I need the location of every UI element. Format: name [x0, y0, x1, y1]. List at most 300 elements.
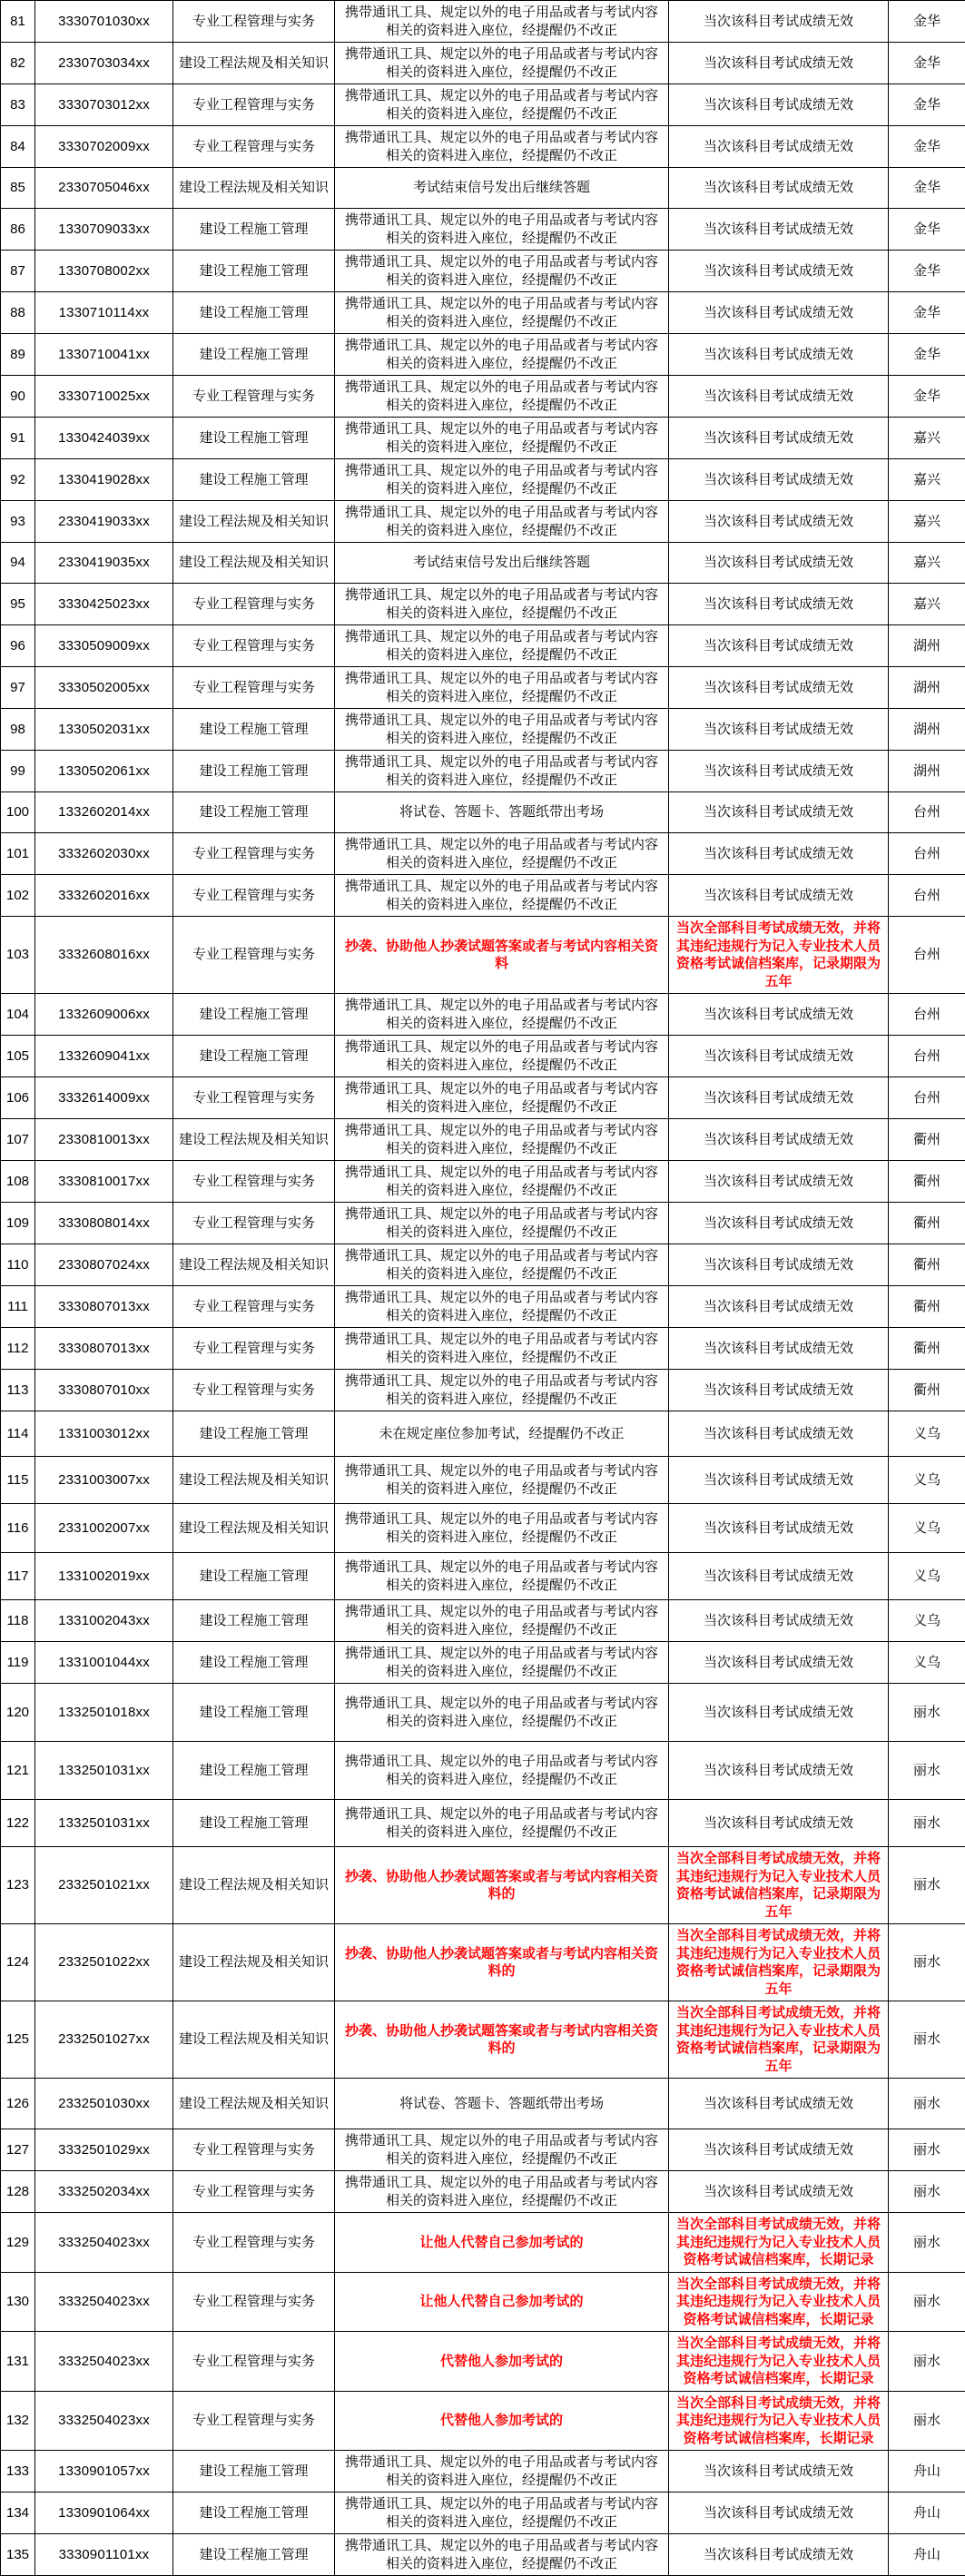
violation-cell: 携带通讯工具、规定以外的电子用品或者与考试内容相关的资料进入座位，经提醒仍不改正 — [335, 2171, 669, 2213]
city-cell: 衢州 — [889, 1203, 965, 1244]
row-number-cell: 81 — [1, 1, 35, 43]
penalty-cell: 当次该科目考试成绩无效 — [669, 2492, 889, 2534]
subject-cell: 建设工程法规及相关知识 — [173, 1244, 335, 1286]
subject-cell: 建设工程施工管理 — [173, 1800, 335, 1847]
city-cell: 义乌 — [889, 1600, 965, 1642]
table-row — [1, 251, 965, 292]
penalty-cell: 当次全部科目考试成绩无效，并将其违纪违规行为记入专业技术人员资格考试诚信档案库，记录期限为五年 — [669, 1924, 889, 2001]
table-row — [1, 1600, 965, 1642]
row-number-cell: 98 — [1, 709, 35, 751]
table-row — [1, 1742, 965, 1800]
city-cell: 衢州 — [889, 1286, 965, 1328]
row-number-cell: 90 — [1, 376, 35, 418]
table-row — [1, 1684, 965, 1742]
candidate-id-cell: 1332501018xx — [35, 1684, 173, 1742]
subject-cell: 专业工程管理与实务 — [173, 2272, 335, 2332]
candidate-id-cell: 1331002043xx — [35, 1600, 173, 1642]
violation-cell: 携带通讯工具、规定以外的电子用品或者与考试内容相关的资料进入座位，经提醒仍不改正 — [335, 2451, 669, 2492]
row-number-cell: 135 — [1, 2534, 35, 2576]
table-row — [1, 1328, 965, 1370]
city-cell: 嘉兴 — [889, 418, 965, 459]
candidate-id-cell: 3332608016xx — [35, 917, 173, 994]
table-row — [1, 792, 965, 833]
candidate-id-cell: 3330807010xx — [35, 1370, 173, 1411]
table-row — [1, 751, 965, 792]
candidate-id-cell: 1332609041xx — [35, 1036, 173, 1077]
violation-cell: 携带通讯工具、规定以外的电子用品或者与考试内容相关的资料进入座位，经提醒仍不改正 — [335, 1286, 669, 1328]
table-row — [1, 2213, 965, 2273]
row-number-cell: 103 — [1, 917, 35, 994]
candidate-id-cell: 3330703012xx — [35, 84, 173, 126]
city-cell: 舟山 — [889, 2534, 965, 2576]
candidate-id-cell: 1330710041xx — [35, 334, 173, 376]
violation-cell: 携带通讯工具、规定以外的电子用品或者与考试内容相关的资料进入座位，经提醒仍不改正 — [335, 1800, 669, 1847]
subject-cell: 建设工程法规及相关知识 — [173, 1119, 335, 1161]
penalty-cell: 当次该科目考试成绩无效 — [669, 1370, 889, 1411]
subject-cell: 建设工程施工管理 — [173, 251, 335, 292]
table-row — [1, 2391, 965, 2451]
subject-cell: 专业工程管理与实务 — [173, 1161, 335, 1203]
city-cell: 丽水 — [889, 2001, 965, 2079]
subject-cell: 建设工程施工管理 — [173, 1600, 335, 1642]
candidate-id-cell: 2332501027xx — [35, 2001, 173, 2079]
subject-cell: 专业工程管理与实务 — [173, 2213, 335, 2273]
candidate-id-cell: 2332501022xx — [35, 1924, 173, 2001]
table-row — [1, 292, 965, 334]
city-cell: 金华 — [889, 251, 965, 292]
penalty-cell: 当次该科目考试成绩无效 — [669, 1553, 889, 1600]
candidate-id-cell: 3330710025xx — [35, 376, 173, 418]
city-cell: 丽水 — [889, 2213, 965, 2273]
violation-cell: 代替他人参加考试的 — [335, 2332, 669, 2392]
violation-cell: 考试结束信号发出后继续答题 — [335, 168, 669, 209]
table-row — [1, 2171, 965, 2213]
city-cell: 丽水 — [889, 1742, 965, 1800]
penalty-cell: 当次该科目考试成绩无效 — [669, 1411, 889, 1457]
violation-cell: 抄袭、协助他人抄袭试题答案或者与考试内容相关资料 — [335, 917, 669, 994]
candidate-id-cell: 1330710114xx — [35, 292, 173, 334]
city-cell: 义乌 — [889, 1457, 965, 1504]
penalty-cell: 当次全部科目考试成绩无效，并将其违纪违规行为记入专业技术人员资格考试诚信档案库，记录期限为五年 — [669, 1847, 889, 1924]
row-number-cell: 99 — [1, 751, 35, 792]
row-number-cell: 121 — [1, 1742, 35, 1800]
city-cell: 金华 — [889, 84, 965, 126]
table-row — [1, 2534, 965, 2576]
violation-cell: 携带通讯工具、规定以外的电子用品或者与考试内容相关的资料进入座位，经提醒仍不改正 — [335, 1244, 669, 1286]
table-row — [1, 1203, 965, 1244]
table-row — [1, 2272, 965, 2332]
candidate-id-cell: 3330810017xx — [35, 1161, 173, 1203]
row-number-cell: 113 — [1, 1370, 35, 1411]
penalty-cell: 当次该科目考试成绩无效 — [669, 1244, 889, 1286]
subject-cell: 专业工程管理与实务 — [173, 2391, 335, 2451]
city-cell: 丽水 — [889, 2171, 965, 2213]
penalty-cell: 当次该科目考试成绩无效 — [669, 1600, 889, 1642]
city-cell: 金华 — [889, 376, 965, 418]
subject-cell: 建设工程施工管理 — [173, 1036, 335, 1077]
candidate-id-cell: 2330703034xx — [35, 43, 173, 84]
subject-cell: 建设工程施工管理 — [173, 292, 335, 334]
row-number-cell: 84 — [1, 126, 35, 168]
city-cell: 湖州 — [889, 751, 965, 792]
table-row — [1, 1286, 965, 1328]
violation-cell: 携带通讯工具、规定以外的电子用品或者与考试内容相关的资料进入座位，经提醒仍不改正 — [335, 1457, 669, 1504]
table-row — [1, 1411, 965, 1457]
table-row — [1, 2001, 965, 2079]
subject-cell: 建设工程法规及相关知识 — [173, 1504, 335, 1553]
violation-cell: 携带通讯工具、规定以外的电子用品或者与考试内容相关的资料进入座位，经提醒仍不改正 — [335, 501, 669, 543]
violation-cell: 抄袭、协助他人抄袭试题答案或者与考试内容相关资料的 — [335, 1847, 669, 1924]
penalty-cell: 当次该科目考试成绩无效 — [669, 751, 889, 792]
city-cell: 衢州 — [889, 1328, 965, 1370]
row-number-cell: 85 — [1, 168, 35, 209]
violation-cell: 代替他人参加考试的 — [335, 2391, 669, 2451]
violation-cell: 携带通讯工具、规定以外的电子用品或者与考试内容相关的资料进入座位，经提醒仍不改正 — [335, 84, 669, 126]
row-number-cell: 123 — [1, 1847, 35, 1924]
table-row — [1, 709, 965, 751]
city-cell: 嘉兴 — [889, 501, 965, 543]
table-row — [1, 459, 965, 501]
violation-cell: 携带通讯工具、规定以外的电子用品或者与考试内容相关的资料进入座位，经提醒仍不改正 — [335, 43, 669, 84]
row-number-cell: 124 — [1, 1924, 35, 2001]
row-number-cell: 116 — [1, 1504, 35, 1553]
subject-cell: 专业工程管理与实务 — [173, 126, 335, 168]
city-cell: 衢州 — [889, 1161, 965, 1203]
table-row — [1, 1119, 965, 1161]
violation-cell: 携带通讯工具、规定以外的电子用品或者与考试内容相关的资料进入座位，经提醒仍不改正 — [335, 334, 669, 376]
penalty-cell: 当次该科目考试成绩无效 — [669, 2129, 889, 2171]
row-number-cell: 92 — [1, 459, 35, 501]
row-number-cell: 104 — [1, 994, 35, 1036]
subject-cell: 专业工程管理与实务 — [173, 1286, 335, 1328]
subject-cell: 专业工程管理与实务 — [173, 1, 335, 43]
subject-cell: 建设工程施工管理 — [173, 1411, 335, 1457]
violation-cell: 携带通讯工具、规定以外的电子用品或者与考试内容相关的资料进入座位，经提醒仍不改正 — [335, 1600, 669, 1642]
violation-cell: 携带通讯工具、规定以外的电子用品或者与考试内容相关的资料进入座位，经提醒仍不改正 — [335, 751, 669, 792]
city-cell: 湖州 — [889, 625, 965, 667]
violation-cell: 携带通讯工具、规定以外的电子用品或者与考试内容相关的资料进入座位，经提醒仍不改正 — [335, 1504, 669, 1553]
subject-cell: 专业工程管理与实务 — [173, 2332, 335, 2392]
row-number-cell: 111 — [1, 1286, 35, 1328]
row-number-cell: 100 — [1, 792, 35, 833]
row-number-cell: 132 — [1, 2391, 35, 2451]
row-number-cell: 105 — [1, 1036, 35, 1077]
row-number-cell: 89 — [1, 334, 35, 376]
candidate-id-cell: 3332602016xx — [35, 875, 173, 917]
penalty-cell: 当次该科目考试成绩无效 — [669, 667, 889, 709]
subject-cell: 建设工程施工管理 — [173, 792, 335, 833]
subject-cell: 专业工程管理与实务 — [173, 917, 335, 994]
subject-cell: 建设工程施工管理 — [173, 334, 335, 376]
city-cell: 丽水 — [889, 2391, 965, 2451]
penalty-cell: 当次该科目考试成绩无效 — [669, 2171, 889, 2213]
city-cell: 衢州 — [889, 1370, 965, 1411]
city-cell: 台州 — [889, 917, 965, 994]
row-number-cell: 134 — [1, 2492, 35, 2534]
candidate-id-cell: 3332614009xx — [35, 1077, 173, 1119]
candidate-id-cell: 3332602030xx — [35, 833, 173, 875]
penalty-cell: 当次全部科目考试成绩无效，并将其违纪违规行为记入专业技术人员资格考试诚信档案库，长期记录 — [669, 2213, 889, 2273]
candidate-id-cell: 1332501031xx — [35, 1742, 173, 1800]
table-row — [1, 501, 965, 543]
city-cell: 金华 — [889, 334, 965, 376]
penalty-cell: 当次全部科目考试成绩无效，并将其违纪违规行为记入专业技术人员资格考试诚信档案库，记录期限为五年 — [669, 917, 889, 994]
subject-cell: 建设工程施工管理 — [173, 994, 335, 1036]
candidate-id-cell: 3330901101xx — [35, 2534, 173, 2576]
violation-cell: 将试卷、答题卡、答题纸带出考场 — [335, 792, 669, 833]
table-row — [1, 917, 965, 994]
city-cell: 金华 — [889, 168, 965, 209]
row-number-cell: 82 — [1, 43, 35, 84]
table-row — [1, 875, 965, 917]
violation-cell: 考试结束信号发出后继续答题 — [335, 543, 669, 584]
city-cell: 丽水 — [889, 2332, 965, 2392]
penalty-cell: 当次该科目考试成绩无效 — [669, 709, 889, 751]
penalty-cell: 当次该科目考试成绩无效 — [669, 168, 889, 209]
table-row — [1, 1457, 965, 1504]
candidate-id-cell: 2331002007xx — [35, 1504, 173, 1553]
row-number-cell: 133 — [1, 2451, 35, 2492]
subject-cell: 建设工程施工管理 — [173, 2492, 335, 2534]
table-row — [1, 1800, 965, 1847]
row-number-cell: 126 — [1, 2079, 35, 2129]
table-row — [1, 1847, 965, 1924]
row-number-cell: 101 — [1, 833, 35, 875]
table-row — [1, 1244, 965, 1286]
penalty-cell: 当次该科目考试成绩无效 — [669, 1684, 889, 1742]
violation-cell: 携带通讯工具、规定以外的电子用品或者与考试内容相关的资料进入座位，经提醒仍不改正 — [335, 1553, 669, 1600]
violation-cell: 携带通讯工具、规定以外的电子用品或者与考试内容相关的资料进入座位，经提醒仍不改正 — [335, 584, 669, 625]
violation-table-body — [1, 1, 965, 2576]
candidate-id-cell: 1330709033xx — [35, 209, 173, 251]
table-row — [1, 43, 965, 84]
subject-cell: 建设工程法规及相关知识 — [173, 43, 335, 84]
subject-cell: 建设工程法规及相关知识 — [173, 543, 335, 584]
row-number-cell: 91 — [1, 418, 35, 459]
subject-cell: 建设工程施工管理 — [173, 1553, 335, 1600]
row-number-cell: 117 — [1, 1553, 35, 1600]
city-cell: 台州 — [889, 1077, 965, 1119]
subject-cell: 建设工程施工管理 — [173, 1684, 335, 1742]
violation-cell: 携带通讯工具、规定以外的电子用品或者与考试内容相关的资料进入座位，经提醒仍不改正 — [335, 1642, 669, 1684]
city-cell: 丽水 — [889, 2272, 965, 2332]
table-row — [1, 418, 965, 459]
candidate-id-cell: 3330509009xx — [35, 625, 173, 667]
violation-cell: 让他人代替自己参加考试的 — [335, 2213, 669, 2273]
table-row — [1, 2451, 965, 2492]
row-number-cell: 127 — [1, 2129, 35, 2171]
penalty-cell: 当次该科目考试成绩无效 — [669, 1, 889, 43]
candidate-id-cell: 2330419033xx — [35, 501, 173, 543]
penalty-cell: 当次该科目考试成绩无效 — [669, 84, 889, 126]
city-cell: 丽水 — [889, 1800, 965, 1847]
city-cell: 舟山 — [889, 2451, 965, 2492]
penalty-cell: 当次该科目考试成绩无效 — [669, 209, 889, 251]
subject-cell: 建设工程法规及相关知识 — [173, 2001, 335, 2079]
city-cell: 丽水 — [889, 1924, 965, 2001]
city-cell: 义乌 — [889, 1411, 965, 1457]
row-number-cell: 120 — [1, 1684, 35, 1742]
candidate-id-cell: 3332504023xx — [35, 2213, 173, 2273]
penalty-cell: 当次该科目考试成绩无效 — [669, 126, 889, 168]
city-cell: 台州 — [889, 994, 965, 1036]
violation-cell: 携带通讯工具、规定以外的电子用品或者与考试内容相关的资料进入座位，经提醒仍不改正 — [335, 376, 669, 418]
candidate-id-cell: 3332504023xx — [35, 2391, 173, 2451]
table-row — [1, 833, 965, 875]
subject-cell: 建设工程施工管理 — [173, 709, 335, 751]
violation-cell: 携带通讯工具、规定以外的电子用品或者与考试内容相关的资料进入座位，经提醒仍不改正 — [335, 1036, 669, 1077]
candidate-id-cell: 3330702009xx — [35, 126, 173, 168]
subject-cell: 建设工程施工管理 — [173, 1742, 335, 1800]
candidate-id-cell: 1330419028xx — [35, 459, 173, 501]
city-cell: 丽水 — [889, 1684, 965, 1742]
row-number-cell: 102 — [1, 875, 35, 917]
city-cell: 湖州 — [889, 667, 965, 709]
violation-cell: 携带通讯工具、规定以外的电子用品或者与考试内容相关的资料进入座位，经提醒仍不改正 — [335, 1370, 669, 1411]
subject-cell: 建设工程法规及相关知识 — [173, 2079, 335, 2129]
row-number-cell: 112 — [1, 1328, 35, 1370]
candidate-id-cell: 3330807013xx — [35, 1328, 173, 1370]
table-row — [1, 2332, 965, 2392]
subject-cell: 专业工程管理与实务 — [173, 584, 335, 625]
subject-cell: 专业工程管理与实务 — [173, 625, 335, 667]
subject-cell: 建设工程施工管理 — [173, 459, 335, 501]
table-row — [1, 334, 965, 376]
subject-cell: 专业工程管理与实务 — [173, 376, 335, 418]
row-number-cell: 96 — [1, 625, 35, 667]
penalty-cell: 当次该科目考试成绩无效 — [669, 376, 889, 418]
city-cell: 台州 — [889, 1036, 965, 1077]
city-cell: 衢州 — [889, 1119, 965, 1161]
violation-cell: 携带通讯工具、规定以外的电子用品或者与考试内容相关的资料进入座位，经提醒仍不改正 — [335, 875, 669, 917]
table-row — [1, 994, 965, 1036]
table-row — [1, 1036, 965, 1077]
penalty-cell: 当次该科目考试成绩无效 — [669, 2534, 889, 2576]
penalty-cell: 当次全部科目考试成绩无效，并将其违纪违规行为记入专业技术人员资格考试诚信档案库，长期记录 — [669, 2332, 889, 2392]
candidate-id-cell: 1332602014xx — [35, 792, 173, 833]
candidate-id-cell: 1330708002xx — [35, 251, 173, 292]
table-row — [1, 2492, 965, 2534]
row-number-cell: 115 — [1, 1457, 35, 1504]
violation-cell: 携带通讯工具、规定以外的电子用品或者与考试内容相关的资料进入座位，经提醒仍不改正 — [335, 2129, 669, 2171]
candidate-id-cell: 3330425023xx — [35, 584, 173, 625]
penalty-cell: 当次该科目考试成绩无效 — [669, 1328, 889, 1370]
table-row — [1, 1642, 965, 1684]
table-row — [1, 2079, 965, 2129]
violation-cell: 未在规定座位参加考试，经提醒仍不改正 — [335, 1411, 669, 1457]
row-number-cell: 107 — [1, 1119, 35, 1161]
city-cell: 舟山 — [889, 2492, 965, 2534]
row-number-cell: 129 — [1, 2213, 35, 2273]
subject-cell: 建设工程施工管理 — [173, 418, 335, 459]
candidate-id-cell: 3332504023xx — [35, 2272, 173, 2332]
subject-cell: 建设工程法规及相关知识 — [173, 168, 335, 209]
subject-cell: 专业工程管理与实务 — [173, 1203, 335, 1244]
row-number-cell: 118 — [1, 1600, 35, 1642]
row-number-cell: 119 — [1, 1642, 35, 1684]
candidate-id-cell: 3330502005xx — [35, 667, 173, 709]
subject-cell: 建设工程法规及相关知识 — [173, 1924, 335, 2001]
row-number-cell: 93 — [1, 501, 35, 543]
penalty-cell: 当次该科目考试成绩无效 — [669, 1119, 889, 1161]
table-row — [1, 543, 965, 584]
candidate-id-cell: 2331003007xx — [35, 1457, 173, 1504]
city-cell: 丽水 — [889, 2129, 965, 2171]
row-number-cell: 128 — [1, 2171, 35, 2213]
penalty-cell: 当次该科目考试成绩无效 — [669, 2079, 889, 2129]
penalty-cell: 当次该科目考试成绩无效 — [669, 459, 889, 501]
candidate-id-cell: 3330701030xx — [35, 1, 173, 43]
penalty-cell: 当次该科目考试成绩无效 — [669, 501, 889, 543]
violation-cell: 抄袭、协助他人抄袭试题答案或者与考试内容相关资料的 — [335, 1924, 669, 2001]
table-row — [1, 1370, 965, 1411]
city-cell: 金华 — [889, 126, 965, 168]
penalty-cell: 当次该科目考试成绩无效 — [669, 1457, 889, 1504]
penalty-cell: 当次该科目考试成绩无效 — [669, 1077, 889, 1119]
candidate-id-cell: 1331002019xx — [35, 1553, 173, 1600]
table-row — [1, 625, 965, 667]
violation-cell: 携带通讯工具、规定以外的电子用品或者与考试内容相关的资料进入座位，经提醒仍不改正 — [335, 994, 669, 1036]
subject-cell: 专业工程管理与实务 — [173, 667, 335, 709]
subject-cell: 建设工程施工管理 — [173, 2451, 335, 2492]
table-row — [1, 1553, 965, 1600]
table-row — [1, 1504, 965, 1553]
subject-cell: 专业工程管理与实务 — [173, 84, 335, 126]
table-row — [1, 1077, 965, 1119]
candidate-id-cell: 2332501030xx — [35, 2079, 173, 2129]
penalty-cell: 当次该科目考试成绩无效 — [669, 1161, 889, 1203]
candidate-id-cell: 1330502061xx — [35, 751, 173, 792]
subject-cell: 建设工程施工管理 — [173, 209, 335, 251]
penalty-cell: 当次该科目考试成绩无效 — [669, 1286, 889, 1328]
city-cell: 义乌 — [889, 1642, 965, 1684]
violation-cell: 抄袭、协助他人抄袭试题答案或者与考试内容相关资料的 — [335, 2001, 669, 2079]
subject-cell: 专业工程管理与实务 — [173, 2171, 335, 2213]
violation-cell: 携带通讯工具、规定以外的电子用品或者与考试内容相关的资料进入座位，经提醒仍不改正 — [335, 2492, 669, 2534]
violation-cell: 将试卷、答题卡、答题纸带出考场 — [335, 2079, 669, 2129]
subject-cell: 专业工程管理与实务 — [173, 1370, 335, 1411]
candidate-id-cell: 1330901064xx — [35, 2492, 173, 2534]
table-row — [1, 2129, 965, 2171]
city-cell: 湖州 — [889, 709, 965, 751]
table-row — [1, 168, 965, 209]
row-number-cell: 86 — [1, 209, 35, 251]
penalty-cell: 当次该科目考试成绩无效 — [669, 334, 889, 376]
violation-cell: 携带通讯工具、规定以外的电子用品或者与考试内容相关的资料进入座位，经提醒仍不改正 — [335, 418, 669, 459]
row-number-cell: 95 — [1, 584, 35, 625]
city-cell: 金华 — [889, 209, 965, 251]
violation-cell: 携带通讯工具、规定以外的电子用品或者与考试内容相关的资料进入座位，经提醒仍不改正 — [335, 251, 669, 292]
city-cell: 台州 — [889, 875, 965, 917]
table-row — [1, 84, 965, 126]
row-number-cell: 108 — [1, 1161, 35, 1203]
row-number-cell: 114 — [1, 1411, 35, 1457]
subject-cell: 专业工程管理与实务 — [173, 1077, 335, 1119]
penalty-cell: 当次该科目考试成绩无效 — [669, 543, 889, 584]
row-number-cell: 122 — [1, 1800, 35, 1847]
row-number-cell: 94 — [1, 543, 35, 584]
table-row — [1, 1, 965, 43]
candidate-id-cell: 3330808014xx — [35, 1203, 173, 1244]
row-number-cell: 97 — [1, 667, 35, 709]
penalty-cell: 当次该科目考试成绩无效 — [669, 1742, 889, 1800]
candidate-id-cell: 1330502031xx — [35, 709, 173, 751]
penalty-cell: 当次该科目考试成绩无效 — [669, 1642, 889, 1684]
violation-cell: 携带通讯工具、规定以外的电子用品或者与考试内容相关的资料进入座位，经提醒仍不改正 — [335, 1077, 669, 1119]
penalty-cell: 当次该科目考试成绩无效 — [669, 1800, 889, 1847]
penalty-cell: 当次该科目考试成绩无效 — [669, 2451, 889, 2492]
table-row — [1, 209, 965, 251]
